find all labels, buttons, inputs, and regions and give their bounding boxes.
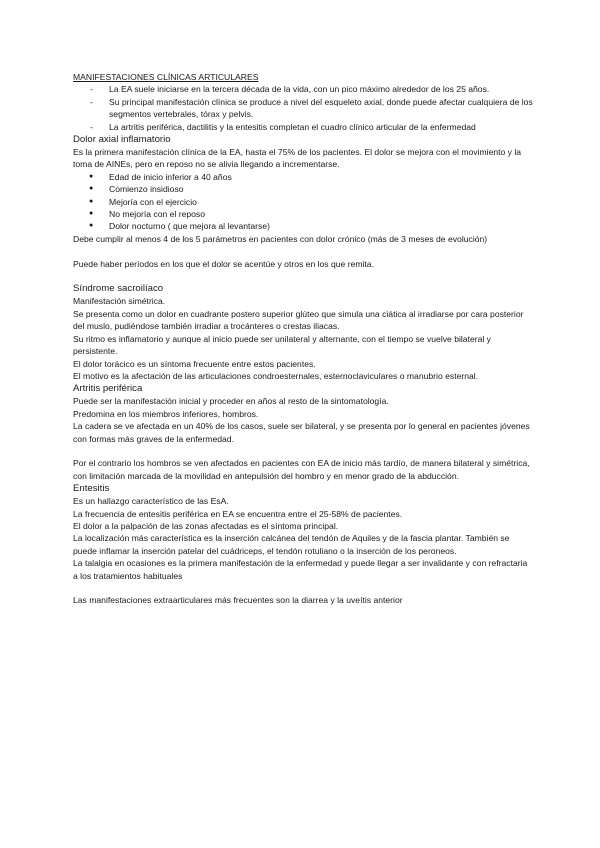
- list-item: - La EA suele iniciarse en la tercera década de la vida, con un pico máximo alrededor de los 25 años.: [73, 83, 533, 95]
- list-item: - La artritis periférica, dactilitis y la entesitis completan el cuadro clínico articular de la enfermedad: [73, 121, 533, 133]
- paragraph: Es la primera manifestación clínica de la EA, hasta el 75% de los pacientes. El dolor se mejora con el movimiento y la toma de AINEs, pero en reposo no se alivia llegando a incrementarse.: [73, 147, 522, 170]
- paragraph: Es un hallazgo característico de las EsA.: [73, 496, 229, 507]
- list-item: - Su principal manifestación clínica se produce a nivel del esqueleto axial, donde puede afectar cualquiera de los segmentos vertebrales, tórax y pelvis.: [73, 96, 533, 121]
- paragraph: El dolor torácico es un síntoma frecuente entre estos pacientes.: [73, 358, 316, 369]
- paragraph: Puede haber períodos en los que el dolor se acentúe y otros en los que remita.: [73, 258, 374, 269]
- paragraph: Debe cumplir al menos 4 de los 5 parámetros en pacientes con dolor crónico (más de 3 meses de evolución): [73, 233, 488, 244]
- closing-paragraph: Las manifestaciones extraarticulares más frecuentes son la diarrea y la uveítis anterior: [73, 595, 403, 606]
- list-item: ● No mejoría con el reposo: [73, 208, 533, 220]
- list-item: ● Dolor nocturno ( que mejora al levantarse): [73, 220, 533, 232]
- paragraph: La cadera se ve afectada en un 40% de los casos, suele ser bilateral, y se presenta por lo general en pacientes jóvenes con formas más graves de la enfermedad.: [73, 421, 530, 444]
- paragraph: Por el contrario los hombros se ven afectados en pacientes con EA de inicio más tardío, de manera bilateral y simétrica, con limitación marcada de la movilidad en antepulsión del hombro y en menor grado de la abducción.: [73, 458, 530, 481]
- document-content: [73, 71, 533, 607]
- document-title: MANIFESTACIONES CLÍNICAS ARTICULARES: [73, 72, 259, 82]
- intro-list: [73, 83, 533, 133]
- section-heading-enthesitis: Entesitis: [73, 483, 110, 495]
- section-heading-axial: Dolor axial inflamatorio: [73, 134, 171, 146]
- list-item: ● Mejoría con el ejercicio: [73, 196, 533, 208]
- list-item: ● Edad de inicio inferior a 40 años: [73, 171, 533, 183]
- paragraph: Puede ser la manifestación inicial y proceder en años al resto de la sintomatología.: [73, 396, 389, 407]
- paragraph: La frecuencia de entesitis periférica en EA se encuentra entre el 25-58% de pacientes.: [73, 508, 403, 519]
- axial-criteria-list: [73, 171, 533, 233]
- paragraph: Su ritmo es inflamatorio y aunque al inicio puede ser unilateral y alternante, con el tiempo se vuelve bilateral y persistente.: [73, 333, 491, 357]
- paragraph: Se presenta como un dolor en cuadrante postero superior glúteo que simula una ciática al irradiarse por cara posterior del muslo, pudiéndose también irradiar a trocánteres o crestas iliacas.: [73, 308, 524, 332]
- list-item: ● Comienzo insidioso: [73, 183, 533, 195]
- paragraph: El motivo es la afectación de las articulaciones condroesternales, esternoclaviculares o manubrio esternal.: [73, 370, 479, 381]
- paragraph: La talalgia en ocasiones es la primera manifestación de la enfermedad y puede llegar a ser invalidante y con refractaria a los tratamientos habituales: [73, 558, 528, 581]
- subheading: Manifestación simétrica.: [73, 296, 166, 307]
- paragraph: Predomina en los miembros inferiores, hombros.: [73, 408, 259, 419]
- paragraph: El dolor a la palpación de las zonas afectadas es el síntoma principal.: [73, 520, 339, 531]
- paragraph: La localización más característica es la inserción calcánea del tendón de Aquiles y de la fascia plantar. También se puede inflamar la inserción patelar del cuádriceps, el tendón rotuliano o la inserción de los peroneos.: [73, 533, 510, 556]
- section-heading-sacroiliac: Síndrome sacroilíaco: [73, 283, 164, 295]
- section-heading-peripheral: Artritis periférica: [73, 383, 143, 395]
